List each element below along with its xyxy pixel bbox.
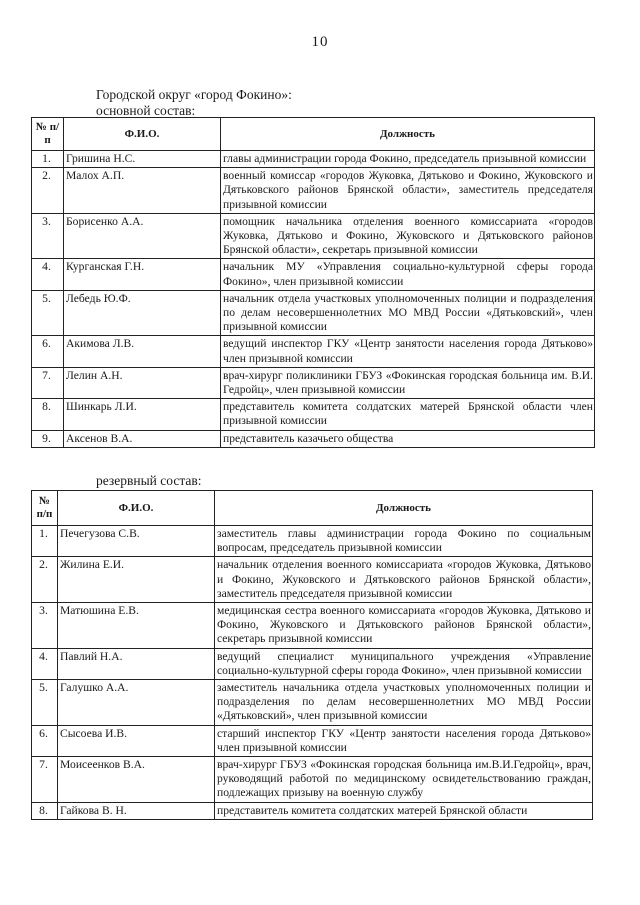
table-row [32, 168, 595, 214]
table-row [32, 259, 595, 290]
member-position: врач-хирург ГБУЗ «Фокинская городская больница им.В.И.Гедройц», врач, руководящий работой по медицинскому освидетельствованию граждан, подлежащих призыву на военную службу [215, 757, 593, 803]
member-name: Моисеенков В.А. [58, 757, 215, 803]
member-position: представитель казачьего общества [221, 430, 595, 447]
member-name: Шинкарь Л.И. [64, 399, 221, 430]
table-row [32, 526, 593, 557]
member-position: начальник отдела участковых уполномоченных полиции и подразделения по делам несовершеннолетних МО МВД России «Дятьковский», член призывной комиссии [221, 290, 595, 336]
row-number: 3. [32, 603, 58, 649]
column-header-number: № п/п [32, 491, 58, 526]
column-header-number: № п/п [32, 118, 64, 151]
table-row [32, 757, 593, 803]
member-name: Жилина Е.И. [58, 557, 215, 603]
table-row [32, 367, 595, 398]
member-position: ведущий инспектор ГКУ «Центр занятости населения города Дятьково» член призывной комиссии [221, 336, 595, 367]
page-number: 10 [311, 34, 329, 50]
table-row [32, 680, 593, 726]
row-number: 6. [32, 336, 64, 367]
member-position: медицинская сестра военного комиссариата «городов Жуковка, Дятьково и Фокино, Жуковского и Дятьковского районов Брянской области», секретарь призывной комиссии [215, 603, 593, 649]
member-name: Курганская Г.Н. [64, 259, 221, 290]
member-position: начальник отделения военного комиссариата «городов Жуковка, Дятьково и Фокино, Жуковского и Дятьковского районов Брянской области», заместитель председателя призывной комиссии [215, 557, 593, 603]
row-number: 5. [32, 290, 64, 336]
member-position: заместитель главы администрации города Фокино по социальным вопросам, председатель призывной комиссии [215, 526, 593, 557]
member-position: представитель комитета солдатских матерей Брянской области член призывной комиссии [221, 399, 595, 430]
member-position: начальник МУ «Управления социально-культурной сферы города Фокино», член призывной комиссии [221, 259, 595, 290]
table-row [32, 648, 593, 679]
table-header-row [32, 491, 593, 526]
member-position: военный комиссар «городов Жуковка, Дятьково и Фокино, Жуковского и Дятьковского районов Брянской области», заместитель председателя призывной комиссии [221, 168, 595, 214]
member-name: Гришина Н.С. [64, 151, 221, 168]
row-number: 8. [32, 802, 58, 819]
member-position: врач-хирург поликлиники ГБУЗ «Фокинская городская больница им. В.И. Гедройц», член призывной комиссии [221, 367, 595, 398]
member-name: Лелин А.Н. [64, 367, 221, 398]
member-name: Печегузова С.В. [58, 526, 215, 557]
row-number: 1. [32, 526, 58, 557]
table-row [32, 336, 595, 367]
row-number: 7. [32, 757, 58, 803]
row-number: 2. [32, 557, 58, 603]
member-position: заместитель начальника отдела участковых уполномоченных полиции и подразделения по делам несовершеннолетних МО МВД России «Дятьковский», член призывной комиссии [215, 680, 593, 726]
row-number: 5. [32, 680, 58, 726]
member-name: Борисенко А.А. [64, 213, 221, 259]
column-header-name: Ф.И.О. [58, 491, 215, 526]
table-row [32, 557, 593, 603]
member-position: главы администрации города Фокино, председатель призывной комиссии [221, 151, 595, 168]
member-position: представитель комитета солдатских матерей Брянской области [215, 802, 593, 819]
row-number: 3. [32, 213, 64, 259]
member-name: Малох А.П. [64, 168, 221, 214]
table-row [32, 603, 593, 649]
main-composition-subtitle: основной состав: [96, 103, 196, 118]
member-position: ведущий специалист муниципального учреждения «Управление социально-культурной сферы города Фокино», член призывной комиссии [215, 648, 593, 679]
table-header-row [32, 118, 595, 151]
column-header-position: Должность [221, 118, 595, 151]
table-row [32, 399, 595, 430]
reserve-composition-subtitle: резервный состав: [96, 473, 202, 488]
column-header-position: Должность [215, 491, 593, 526]
table-row [32, 151, 595, 168]
reserve-composition-table [31, 490, 593, 820]
main-composition-table [31, 117, 595, 448]
row-number: 4. [32, 259, 64, 290]
row-number: 7. [32, 367, 64, 398]
row-number: 9. [32, 430, 64, 447]
member-name: Павлий Н.А. [58, 648, 215, 679]
table-row [32, 290, 595, 336]
member-position: помощник начальника отделения военного комиссариата «городов Жуковка, Дятьково и Фокино, Жуковского и Дятьковского районов Брянской области», секретарь призывной комиссии [221, 213, 595, 259]
table-row [32, 802, 593, 819]
member-name: Аксенов В.А. [64, 430, 221, 447]
row-number: 8. [32, 399, 64, 430]
row-number: 4. [32, 648, 58, 679]
member-name: Галушко А.А. [58, 680, 215, 726]
member-name: Сысоева И.В. [58, 725, 215, 756]
table-row [32, 725, 593, 756]
member-position: старший инспектор ГКУ «Центр занятости населения города Дятьково» член призывной комиссии [215, 725, 593, 756]
section-title: Городской округ «город Фокино»: [96, 87, 292, 102]
member-name: Матюшина Е.В. [58, 603, 215, 649]
table-row [32, 430, 595, 447]
table-row [32, 213, 595, 259]
row-number: 6. [32, 725, 58, 756]
member-name: Акимова Л.В. [64, 336, 221, 367]
member-name: Лебедь Ю.Ф. [64, 290, 221, 336]
row-number: 1. [32, 151, 64, 168]
member-name: Гайкова В. Н. [58, 802, 215, 819]
row-number: 2. [32, 168, 64, 214]
column-header-name: Ф.И.О. [64, 118, 221, 151]
